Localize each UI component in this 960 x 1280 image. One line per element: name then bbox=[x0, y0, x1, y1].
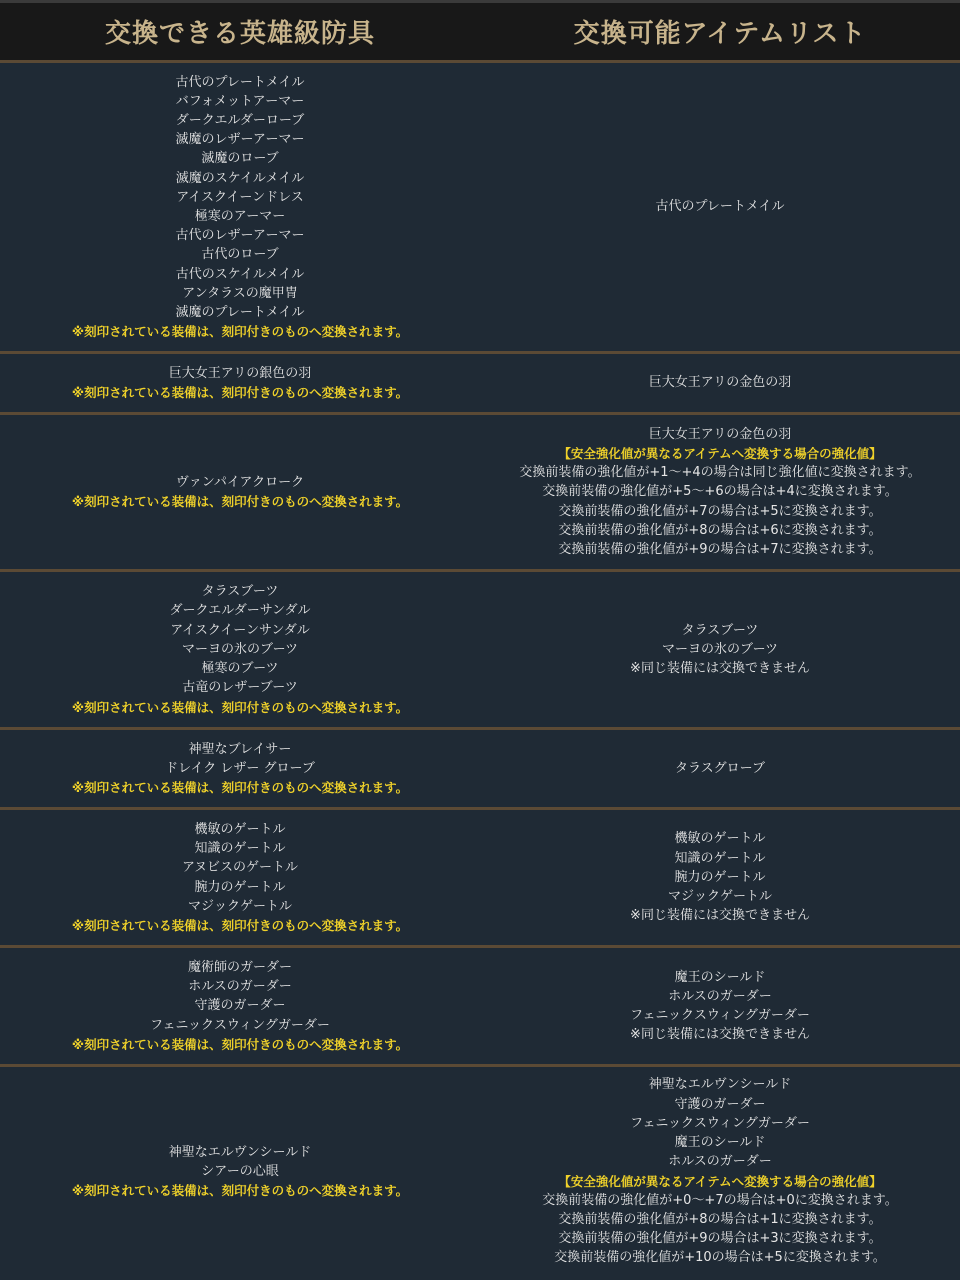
exchangeable-items-cell bbox=[480, 415, 960, 569]
source-item: 滅魔のスケイルメイル bbox=[175, 170, 305, 186]
exchangeable-items-cell bbox=[480, 63, 960, 351]
source-item: マジックゲートル bbox=[187, 898, 292, 914]
source-item: 滅魔のレザーアーマー bbox=[175, 132, 305, 148]
enhancement-rule: 交換前装備の強化値が+10の場合は+5に変換されます。 bbox=[554, 1250, 886, 1266]
exchange-item: ※同じ装備には交換できません bbox=[630, 661, 810, 677]
header-right: 交換可能アイテムリスト bbox=[573, 19, 867, 49]
enhancement-rule: 交換前装備の強化値が+8の場合は+6に変換されます。 bbox=[558, 522, 882, 538]
enhancement-note: 【安全強化値が異なるアイテムへ変換する場合の強化値】 bbox=[558, 445, 882, 461]
source-item: 腕力のゲートル bbox=[194, 879, 286, 895]
source-item: 知識のゲートル bbox=[194, 841, 286, 857]
exchangeable-items-cell bbox=[480, 948, 960, 1064]
table-row bbox=[0, 415, 960, 572]
exchange-item: ホルスのガーダー bbox=[668, 1154, 772, 1170]
exchange-item: 神聖なエルヴンシールド bbox=[648, 1077, 792, 1093]
table-row bbox=[0, 948, 960, 1067]
source-item: ホルスのガーダー bbox=[188, 979, 292, 995]
source-item: 滅魔のプレートメイル bbox=[175, 305, 305, 321]
source-item: 神聖なブレイサー bbox=[188, 741, 292, 757]
exchangeable-items-cell bbox=[480, 354, 960, 412]
engraving-note: ※刻印されている装備は、刻印付きのものへ変換されます。 bbox=[71, 385, 409, 400]
source-item: 古代のスケイルメイル bbox=[175, 266, 305, 282]
engraving-note: ※刻印されている装備は、刻印付きのものへ変換されます。 bbox=[71, 699, 409, 715]
exchangeable-items-cell bbox=[480, 810, 960, 945]
source-item: 魔術師のガーダー bbox=[187, 959, 292, 975]
source-equipment-cell bbox=[0, 810, 480, 945]
source-equipment-cell bbox=[0, 1067, 480, 1276]
engraving-note: ※刻印されている装備は、刻印付きのものへ変換されます。 bbox=[71, 494, 409, 509]
exchange-item: フェニックスウィングガーダー bbox=[630, 1115, 810, 1131]
source-equipment-cell bbox=[0, 948, 480, 1064]
exchangeable-items-cell bbox=[480, 730, 960, 807]
table-row bbox=[0, 572, 960, 730]
table-header bbox=[0, 3, 960, 63]
enhancement-rule: 交換前装備の強化値が+5～+6の場合は+4に変換されます。 bbox=[542, 484, 898, 500]
table-row bbox=[0, 810, 960, 948]
exchange-item: 巨大女王アリの金色の羽 bbox=[648, 375, 792, 391]
exchange-item: 腕力のゲートル bbox=[674, 869, 766, 885]
exchange-item: 魔王のシールド bbox=[674, 1135, 766, 1151]
exchange-item: 機敏のゲートル bbox=[674, 831, 766, 847]
enhancement-rule: 交換前装備の強化値が+9の場合は+3に変換されます。 bbox=[558, 1231, 882, 1247]
exchange-item: 守護のガーダー bbox=[674, 1096, 766, 1112]
source-item: 極寒のアーマー bbox=[194, 209, 286, 224]
table-row bbox=[0, 354, 960, 415]
enhancement-rule: 交換前装備の強化値が+8の場合は+1に変換されます。 bbox=[558, 1211, 882, 1227]
source-item: ヴァンパイアクローク bbox=[175, 474, 305, 490]
exchange-table bbox=[0, 63, 960, 1276]
table-row bbox=[0, 63, 960, 354]
source-equipment-cell bbox=[0, 730, 480, 807]
source-equipment-cell bbox=[0, 63, 480, 351]
source-item: アンタラスの魔甲冑 bbox=[182, 285, 298, 301]
exchange-item: 巨大女王アリの金色の羽 bbox=[648, 426, 792, 442]
exchange-item: ホルスのガーダー bbox=[668, 988, 772, 1004]
exchange-item: マーヨの氷のブーツ bbox=[661, 641, 779, 657]
exchange-item: 魔王のシールド bbox=[674, 969, 766, 985]
source-item: 機敏のゲートル bbox=[194, 821, 286, 837]
exchange-item: タラスブーツ bbox=[681, 622, 759, 638]
enhancement-rule: 交換前装備の強化値が+9の場合は+7に変換されます。 bbox=[558, 542, 882, 557]
exchangeable-items-cell bbox=[480, 572, 960, 727]
source-item: アイスクイーンサンダル bbox=[170, 622, 310, 638]
source-equipment-cell bbox=[0, 572, 480, 727]
source-item: 古代のローブ bbox=[201, 247, 279, 263]
exchangeable-items-cell bbox=[480, 1067, 960, 1276]
source-item: 滅魔のローブ bbox=[201, 151, 279, 167]
source-item: フェニックスウィングガーダー bbox=[150, 1017, 330, 1033]
source-equipment-cell bbox=[0, 415, 480, 569]
source-item: アイスクイーンドレス bbox=[176, 189, 304, 205]
exchange-item: ※同じ装備には交換できません bbox=[630, 1027, 810, 1043]
engraving-note: ※刻印されている装備は、刻印付きのものへ変換されます。 bbox=[71, 917, 409, 933]
source-item: 古竜のレザーブーツ bbox=[182, 680, 298, 696]
source-item: 巨大女王アリの銀色の羽 bbox=[168, 365, 312, 381]
enhancement-note: 【安全強化値が異なるアイテムへ変換する場合の強化値】 bbox=[558, 1173, 882, 1189]
exchange-item: 知識のゲートル bbox=[674, 850, 766, 866]
table-row bbox=[0, 1067, 960, 1276]
exchange-item: ※同じ装備には交換できません bbox=[630, 908, 810, 924]
enhancement-rule: 交換前装備の強化値が+7の場合は+5に変換されます。 bbox=[558, 503, 882, 519]
exchange-item: タラスグローブ bbox=[675, 760, 765, 776]
engraving-note: ※刻印されている装備は、刻印付きのものへ変換されます。 bbox=[71, 324, 409, 340]
source-item: シアーの心眼 bbox=[201, 1163, 279, 1179]
engraving-note: ※刻印されている装備は、刻印付きのものへ変換されます。 bbox=[71, 1036, 409, 1052]
source-item: マーヨの氷のブーツ bbox=[181, 641, 299, 657]
engraving-note: ※刻印されている装備は、刻印付きのものへ変換されます。 bbox=[71, 780, 409, 796]
enhancement-rule: 交換前装備の強化値が+1～+4の場合は同じ強化値に変換されます。 bbox=[519, 465, 921, 481]
header-left: 交換できる英雄級防具 bbox=[104, 19, 375, 49]
exchange-item: 古代のプレートメイル bbox=[655, 199, 785, 215]
source-item: ドレイク レザー グローブ bbox=[165, 760, 315, 776]
enhancement-rule: 交換前装備の強化値が+0～+7の場合は+0に変換されます。 bbox=[542, 1192, 898, 1208]
source-item: 守護のガーダー bbox=[194, 998, 286, 1014]
source-item: 古代のプレートメイル bbox=[175, 74, 305, 90]
source-item: バフォメットアーマー bbox=[175, 93, 305, 109]
table-row bbox=[0, 730, 960, 810]
source-item: タラスブーツ bbox=[201, 584, 279, 600]
source-item: 神聖なエルヴンシールド bbox=[168, 1144, 312, 1160]
source-item: ダークエルダーサンダル bbox=[169, 603, 311, 619]
engraving-note: ※刻印されている装備は、刻印付きのものへ変換されます。 bbox=[71, 1183, 409, 1199]
source-item: アヌビスのゲートル bbox=[181, 860, 299, 876]
source-item: 古代のレザーアーマー bbox=[175, 228, 305, 244]
source-item: 極寒のブーツ bbox=[201, 661, 279, 677]
source-equipment-cell bbox=[0, 354, 480, 412]
exchange-item: フェニックスウィングガーダー bbox=[630, 1008, 810, 1023]
source-item: ダークエルダーローブ bbox=[175, 112, 305, 128]
exchange-item: マジックゲートル bbox=[667, 889, 772, 905]
